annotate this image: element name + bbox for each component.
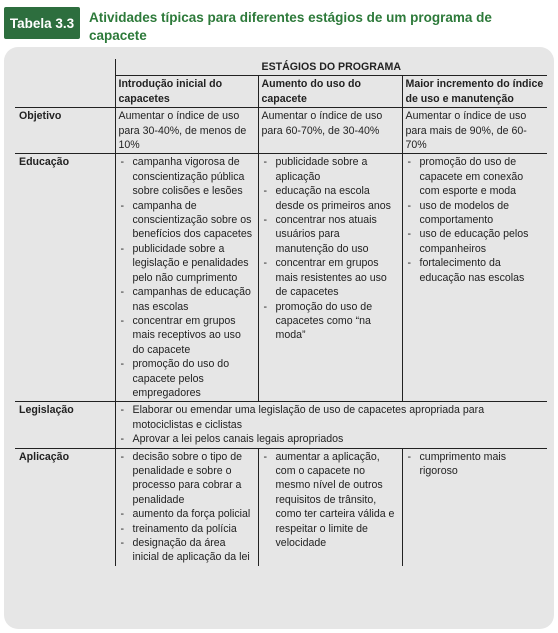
educacao-list-intro <box>119 155 255 400</box>
list-item: - promoção do uso de capacetes como “na moda” <box>262 300 399 343</box>
list-item: - concentrar em grupos mais resistentes ao uso de capacetes <box>262 256 399 299</box>
stages-label: ESTÁGIOS DO PROGRAMA <box>115 59 547 76</box>
row-label-legislacao: Legislação <box>15 402 115 448</box>
row-label-objetivo: Objetivo <box>15 108 115 154</box>
list-item: - promoção do uso de capacete em conexão com esporte e moda <box>406 155 545 198</box>
list-item: - campanhas de educação nas escolas <box>119 285 255 314</box>
list-item: - campanha de conscientização sobre os benefícios dos capacetes <box>119 199 255 242</box>
list-item: - campanha vigorosa de conscientização pública sobre colisões e lesões <box>119 155 255 198</box>
list-item: - fortalecimento da educação nas escolas <box>406 256 545 285</box>
row-objetivo <box>15 108 547 154</box>
column-header-maintenance: Maior incremento do índice de uso e manutenção <box>402 76 547 108</box>
objetivo-cell: Aumentar o índice de uso para 60-70%, de 30-40% <box>258 108 402 154</box>
list-item: - uso de modelos de comportamento <box>406 199 545 228</box>
header-empty-cell <box>15 59 115 108</box>
stages-table <box>15 59 547 566</box>
column-header-intro: Introdução inicial do capacetes <box>115 76 258 108</box>
list-item: - publicidade sobre a aplicação <box>262 155 399 184</box>
educacao-cell-increase <box>258 154 402 402</box>
educacao-list-increase <box>262 155 399 342</box>
row-legislacao <box>15 402 547 448</box>
list-item: - cumprimento mais rigoroso <box>406 450 545 479</box>
legislacao-list <box>119 403 545 446</box>
objetivo-cell: Aumentar o índice de uso para mais de 90%, de 60-70% <box>402 108 547 154</box>
table-header-row <box>15 59 547 76</box>
list-item: - uso de educação pelos companheiros <box>406 227 545 256</box>
objetivo-cell: Aumentar o índice de uso para 30-40%, de menos de 10% <box>115 108 258 154</box>
list-item: - concentrar em grupos mais receptivos ao uso do capacete <box>119 314 255 357</box>
list-item: - aumentar a aplicação, com o capacete no mesmo nível de outros requisitos de trânsito, como ter carteira válida e respeitar o limite de velocidade <box>262 450 399 551</box>
educacao-cell-maintenance <box>402 154 547 402</box>
list-item: - Aprovar a lei pelos canais legais apropriados <box>119 432 545 446</box>
list-item: - decisão sobre o tipo de penalidade e sobre o processo para cobrar a penalidade <box>119 450 255 508</box>
row-label-educacao: Educação <box>15 154 115 402</box>
row-aplicacao <box>15 448 547 566</box>
educacao-cell-intro <box>115 154 258 402</box>
educacao-list-maintenance <box>406 155 545 285</box>
legislacao-cell <box>115 402 547 448</box>
list-item: - promoção do uso do capacete pelos empregadores <box>119 357 255 400</box>
table-title: Atividades típicas para diferentes estágios de um programa de capacete <box>89 10 492 43</box>
list-item: - concentrar nos atuais usuários para manutenção do uso <box>262 213 399 256</box>
table-number-tag: Tabela 3.3 <box>4 7 80 39</box>
aplicacao-list-intro <box>119 450 255 565</box>
list-item: - publicidade sobre a legislação e penalidades pelo não cumprimento <box>119 242 255 285</box>
aplicacao-cell-maintenance <box>402 448 547 566</box>
aplicacao-cell-increase <box>258 448 402 566</box>
row-educacao <box>15 154 547 402</box>
list-item: - Elaborar ou emendar uma legislação de uso de capacetes apropriada para motociclistas e ciclistas <box>119 403 545 432</box>
list-item: - aumento da força policial <box>119 507 255 521</box>
list-item: - educação na escola desde os primeiros anos <box>262 184 399 213</box>
list-item: - designação da área inicial de aplicação da lei <box>119 536 255 565</box>
list-item: - treinamento da polícia <box>119 522 255 536</box>
aplicacao-list-increase <box>262 450 399 551</box>
aplicacao-cell-intro <box>115 448 258 566</box>
aplicacao-list-maintenance <box>406 450 545 479</box>
row-label-aplicacao: Aplicação <box>15 448 115 566</box>
column-header-increase: Aumento do uso do capacete <box>258 76 402 108</box>
